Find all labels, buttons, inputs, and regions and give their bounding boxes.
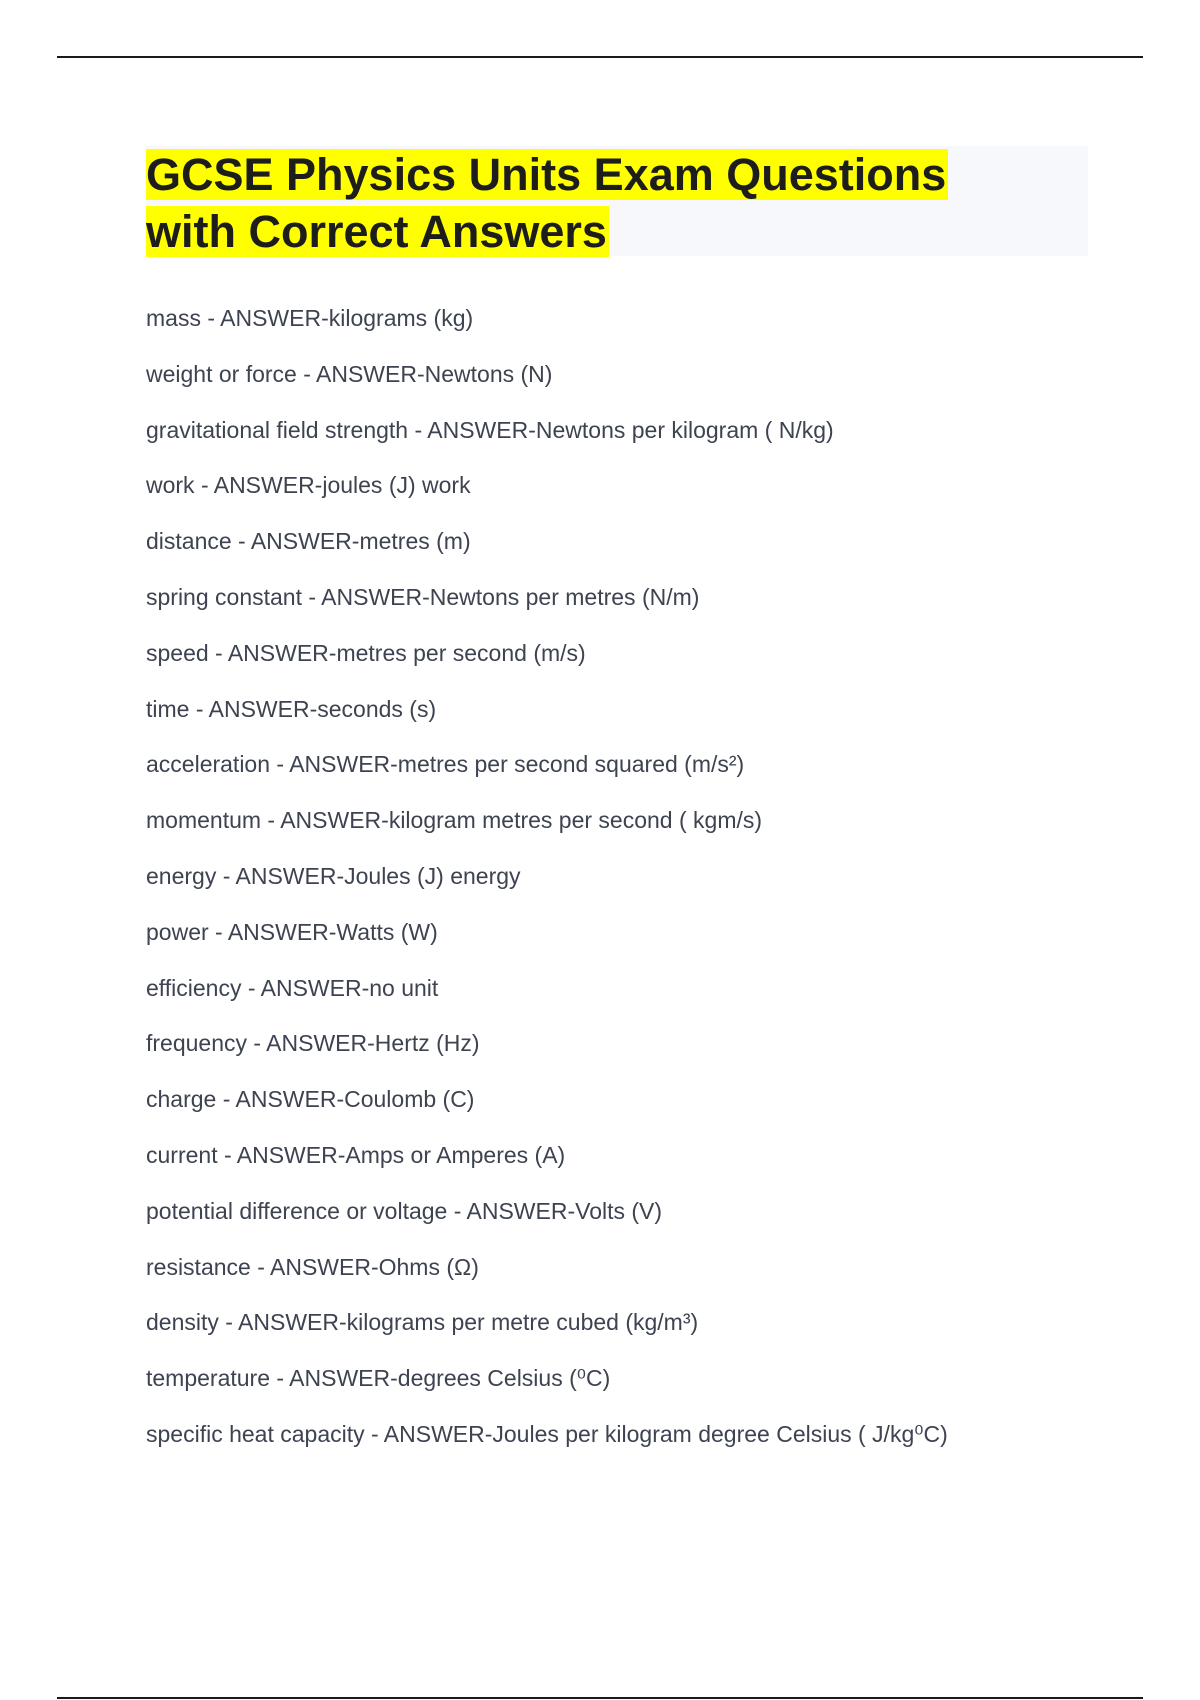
qa-item: density - ANSWER-kilograms per metre cubed (kg/m³): [146, 1309, 699, 1336]
qa-item: energy - ANSWER-Joules (J) energy: [146, 862, 521, 889]
qa-item: power - ANSWER-Watts (W): [146, 918, 438, 945]
qa-item: time - ANSWER-seconds (s): [146, 695, 437, 722]
qa-item: momentum - ANSWER-kilogram metres per second ( kgm/s): [146, 807, 763, 834]
qa-item: speed - ANSWER-metres per second (m/s): [146, 639, 586, 666]
qa-item: work - ANSWER-joules (J) work: [146, 472, 471, 499]
qa-list: [146, 300, 948, 1472]
qa-item: mass - ANSWER-kilograms (kg): [146, 305, 474, 331]
qa-item: charge - ANSWER-Coulomb (C): [146, 1086, 475, 1113]
qa-item: resistance - ANSWER-Ohms (Ω): [146, 1253, 479, 1280]
title-line-1: GCSE Physics Units Exam Questions: [146, 149, 947, 200]
title-line-2: with Correct Answers: [146, 206, 607, 257]
qa-item: spring constant - ANSWER-Newtons per metres (N/m): [146, 583, 700, 610]
qa-item: gravitational field strength - ANSWER-Newtons per kilogram ( N/kg): [146, 416, 834, 443]
top-rule: [57, 56, 1143, 58]
qa-item: current - ANSWER-Amps or Amperes (A): [146, 1141, 566, 1168]
qa-item: weight or force - ANSWER-Newtons (N): [146, 360, 553, 387]
bottom-rule: [57, 1697, 1143, 1699]
qa-item: distance - ANSWER-metres (m): [146, 528, 471, 555]
qa-item: acceleration - ANSWER-metres per second squared (m/s²): [146, 751, 745, 778]
qa-item: efficiency - ANSWER-no unit: [146, 974, 439, 1001]
qa-item: frequency - ANSWER-Hertz (Hz): [146, 1030, 480, 1057]
title-block: [146, 146, 1088, 256]
document-title: [146, 146, 1088, 260]
qa-item: potential difference or voltage - ANSWER-Volts (V): [146, 1197, 663, 1224]
qa-item: specific heat capacity - ANSWER-Joules per kilogram degree Celsius ( J/kg⁰C): [146, 1420, 948, 1447]
qa-item: temperature - ANSWER-degrees Celsius (⁰C): [146, 1365, 611, 1392]
